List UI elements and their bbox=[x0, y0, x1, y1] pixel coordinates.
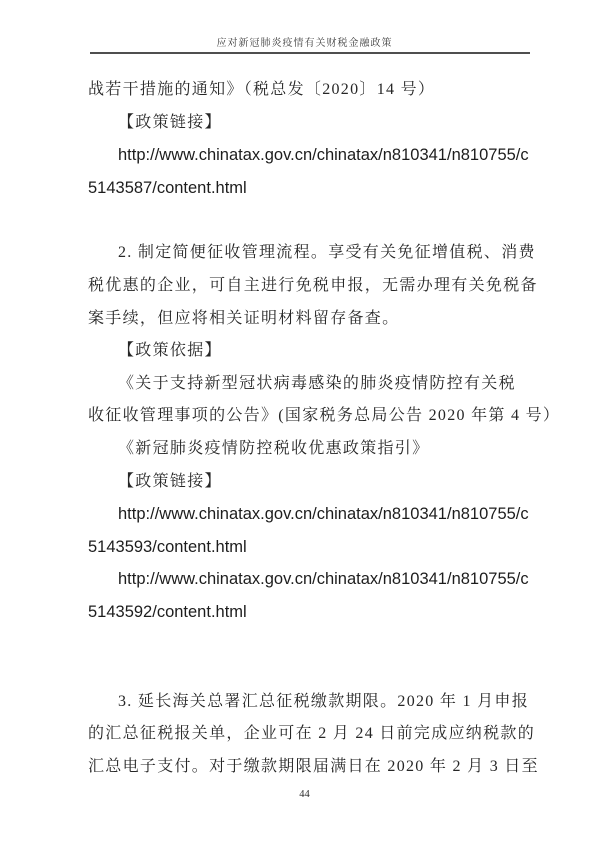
url-text-line: http://www.chinatax.gov.cn/chinatax/n810341/n810755/c bbox=[118, 505, 529, 524]
text-line: 【政策依据】 bbox=[118, 342, 222, 360]
text-line: 《新冠肺炎疫情防控税收优惠政策指引》 bbox=[118, 439, 430, 457]
text-line: 《关于支持新型冠状病毒感染的肺炎疫情防控有关税 bbox=[118, 374, 516, 392]
url-text-line: 5143592/content.html bbox=[88, 602, 247, 621]
url-text-line: http://www.chinatax.gov.cn/chinatax/n810341/n810755/c bbox=[118, 146, 529, 165]
paragraph-spacer bbox=[88, 204, 528, 237]
body-text bbox=[88, 74, 561, 783]
header-rule bbox=[90, 52, 530, 54]
url-text-line: 5143587/content.html bbox=[88, 178, 247, 197]
text-line: 的汇总征税报关单，企业可在 2 月 24 日前完成应纳税款的 bbox=[88, 725, 536, 743]
text-line: 案手续，但应将相关证明材料留存备查。 bbox=[88, 309, 400, 327]
url-text-line: http://www.chinatax.gov.cn/chinatax/n810341/n810755/c bbox=[118, 570, 529, 589]
text-line: 3. 延长海关总署汇总征税缴款期限。2020 年 1 月申报 bbox=[118, 692, 530, 710]
text-line: 【政策链接】 bbox=[118, 472, 222, 490]
text-line: 汇总电子支付。对于缴款期限届满日在 2020 年 2 月 3 日至 bbox=[88, 757, 539, 775]
text-line: 战若干措施的通知》（税总发〔2020〕14 号） bbox=[88, 81, 436, 98]
text-line: 【政策链接】 bbox=[118, 113, 222, 131]
page-header-title: 应对新冠肺炎疫情有关财税金融政策 bbox=[216, 38, 393, 49]
url-text-line: 5143593/content.html bbox=[88, 537, 247, 556]
page-number: 44 bbox=[299, 789, 310, 800]
paragraph-spacer bbox=[88, 629, 528, 686]
text-line: 收征收管理事项的公告》(国家税务总局公告 2020 年第 4 号） bbox=[88, 407, 561, 425]
text-line: 2. 制定简便征收管理流程。享受有关免征增值税、消费 bbox=[118, 244, 536, 262]
text-line: 税优惠的企业，可自主进行免税申报，无需办理有关免税备 bbox=[88, 276, 538, 294]
